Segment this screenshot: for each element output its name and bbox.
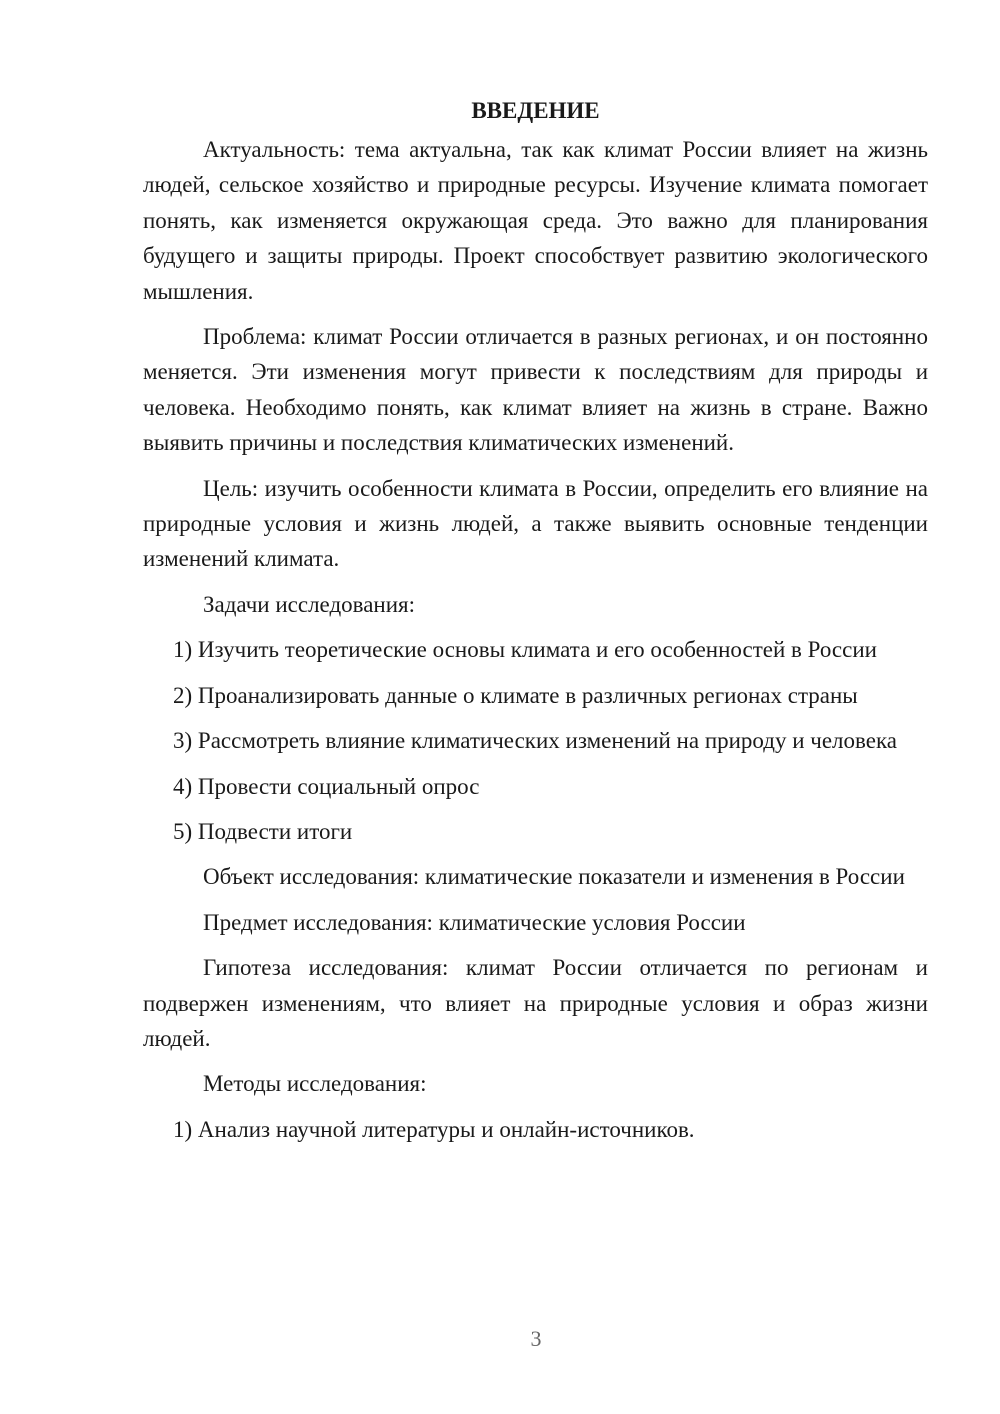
methods-title: Методы исследования:: [203, 1071, 427, 1097]
task-item-4: 4) Провести социальный опрос: [173, 773, 480, 799]
subject-paragraph: Предмет исследования: климатические условия России: [203, 909, 746, 935]
object-paragraph: Объект исследования: климатические показатели и изменения в России: [203, 864, 905, 890]
hypothesis-paragraph: Гипотеза исследования: климат России отличается по регионам и подвержен изменениям, что влияет на природные условия и образ жизни людей.: [143, 955, 928, 1051]
tasks-title: Задачи исследования:: [203, 591, 416, 617]
problem-paragraph: Проблема: климат России отличается в разных регионах, и он постоянно меняется. Эти изменения могут привести к последствиям для природы и человека. Необходимо понять, как климат влияет на жизнь в стране. Важно выявить причины и последствия климатических изменений.: [143, 324, 928, 456]
document-body: [143, 96, 928, 1157]
task-item-1: 1) Изучить теоретические основы климата и его особенностей в России: [173, 637, 877, 663]
relevance-paragraph: Актуальность: тема актуальна, так как климат России влияет на жизнь людей, сельское хозяйство и природные ресурсы. Изучение климата помогает понять, как изменяется окружающая среда. Это важно для планирования будущего и защиты природы. Проект способствует развитию экологического мышления.: [143, 137, 928, 304]
page-number: 3: [530, 1326, 542, 1351]
task-item-2: 2) Проанализировать данные о климате в различных регионах страны: [173, 682, 858, 708]
task-item-3: 3) Рассмотреть влияние климатических изменений на природу и человека: [173, 728, 898, 754]
goal-paragraph: Цель: изучить особенности климата в России, определить его влияние на природные условия и жизнь людей, а также выявить основные тенденции изменений климата.: [143, 475, 928, 572]
task-item-5: 5) Подвести итоги: [173, 818, 353, 844]
section-heading: ВВЕДЕНИЕ: [471, 98, 600, 123]
method-item-1: 1) Анализ научной литературы и онлайн-источников.: [173, 1116, 695, 1142]
